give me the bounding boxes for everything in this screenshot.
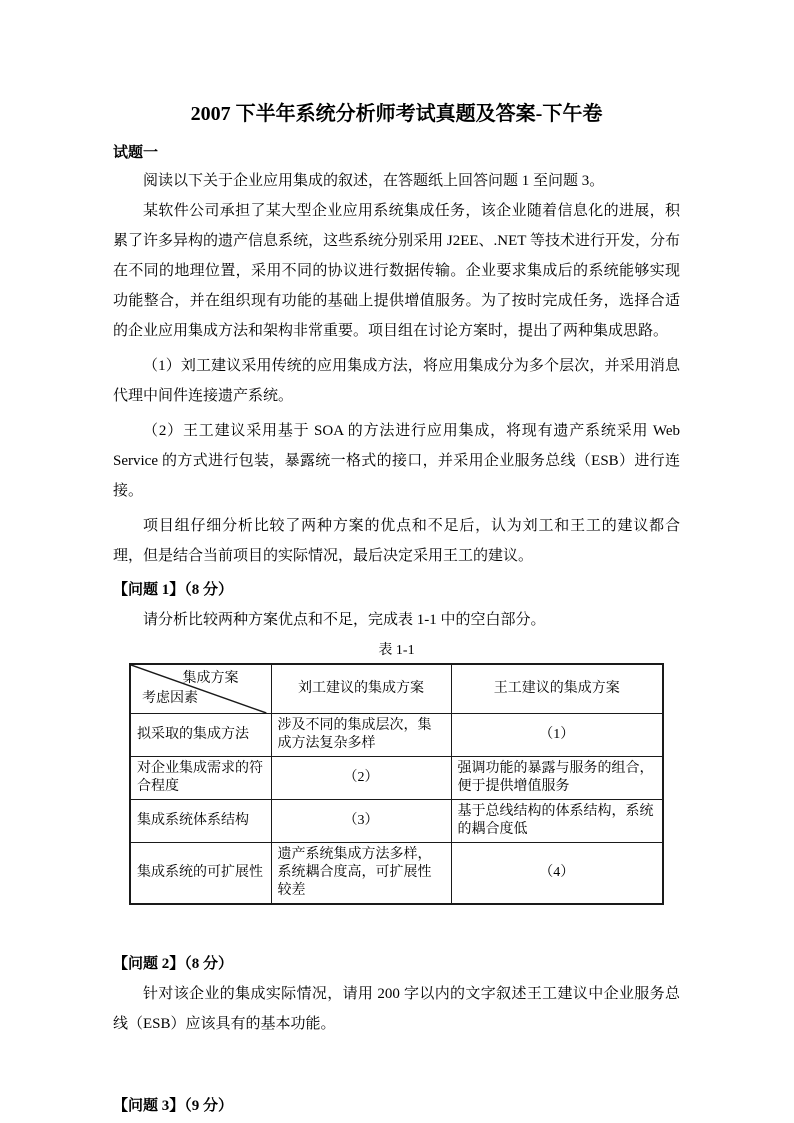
wang-cell: （1） [451, 714, 663, 757]
page-title: 2007 下半年系统分析师考试真题及答案-下午卷 [190, 103, 603, 125]
table-row [130, 757, 663, 800]
proposal-wang-paragraph: （2）王工建议采用基于 SOA 的方法进行应用集成，将现有遗产系统采用 Web Service 的方式进行包装，暴露统一格式的接口，并采用企业服务总线（ESB）进行连接。 [113, 423, 680, 499]
wang-cell: （4） [451, 843, 663, 905]
question3-heading: 【问题 3】（9 分） [113, 1098, 234, 1114]
background-paragraph: 某软件公司承担了某大型企业应用系统集成任务，该企业随着信息化的进展，积累了许多异构的遗产信息系统，这些系统分别采用 J2EE、.NET 等技术进行开发，分布在不同的地理位置，采用不同的协议进行数据传输。企业要求集成后的系统能够实现功能整合，并在组织现有功能的基础上提供增值服务。为了按时完成任务，选择合适的企业应用集成方法和架构非常重要。项目组在讨论方案时，提出了两种集成思路。 [113, 203, 680, 339]
question1-heading: 【问题 1】（8 分） [113, 582, 234, 598]
table-header-row [130, 664, 663, 714]
column-header-liu: 刘工建议的集成方案 [271, 664, 451, 714]
question1-body: 请分析比较两种方案优点和不足，完成表 1-1 中的空白部分。 [143, 612, 546, 628]
section-heading: 试题一 [113, 145, 159, 161]
factor-cell: 集成系统的可扩展性 [130, 843, 271, 905]
table-row [130, 714, 663, 757]
diagonal-divider [131, 665, 271, 713]
factor-cell: 拟采取的集成方法 [130, 714, 271, 757]
comparison-table [129, 663, 664, 905]
factor-cell: 集成系统体系结构 [130, 800, 271, 843]
wang-cell: 强调功能的暴露与服务的组合，便于提供增值服务 [451, 757, 663, 800]
wang-cell: 基于总线结构的体系结构，系统的耦合度低 [451, 800, 663, 843]
table-caption: 表 1-1 [378, 643, 415, 658]
decision-paragraph: 项目组仔细分析比较了两种方案的优点和不足后，认为刘工和王工的建议都合理，但是结合当前项目的实际情况，最后决定采用王工的建议。 [113, 518, 680, 564]
proposal-liu-paragraph: （1）刘工建议采用传统的应用集成方法，将应用集成分为多个层次，并采用消息代理中间件连接遗产系统。 [113, 358, 680, 404]
liu-cell: （2） [271, 757, 451, 800]
table-row [130, 800, 663, 843]
factor-cell: 对企业集成需求的符合程度 [130, 757, 271, 800]
table-row [130, 843, 663, 905]
liu-cell: （3） [271, 800, 451, 843]
corner-label-factor: 考虑因素 [142, 691, 198, 706]
corner-header-cell [130, 664, 271, 714]
corner-label-scheme: 集成方案 [182, 671, 239, 686]
question2-heading: 【问题 2】（8 分） [113, 956, 234, 972]
intro-paragraph: 阅读以下关于企业应用集成的叙述，在答题纸上回答问题 1 至问题 3。 [143, 173, 605, 189]
liu-cell: 涉及不同的集成层次，集成方法复杂多样 [271, 714, 451, 757]
liu-cell: 遗产系统集成方法多样，系统耦合度高，可扩展性较差 [271, 843, 451, 905]
question2-body: 针对该企业的集成实际情况，请用 200 字以内的文字叙述王工建议中企业服务总线（ESB）应该具有的基本功能。 [113, 986, 680, 1032]
column-header-wang: 王工建议的集成方案 [451, 664, 663, 714]
